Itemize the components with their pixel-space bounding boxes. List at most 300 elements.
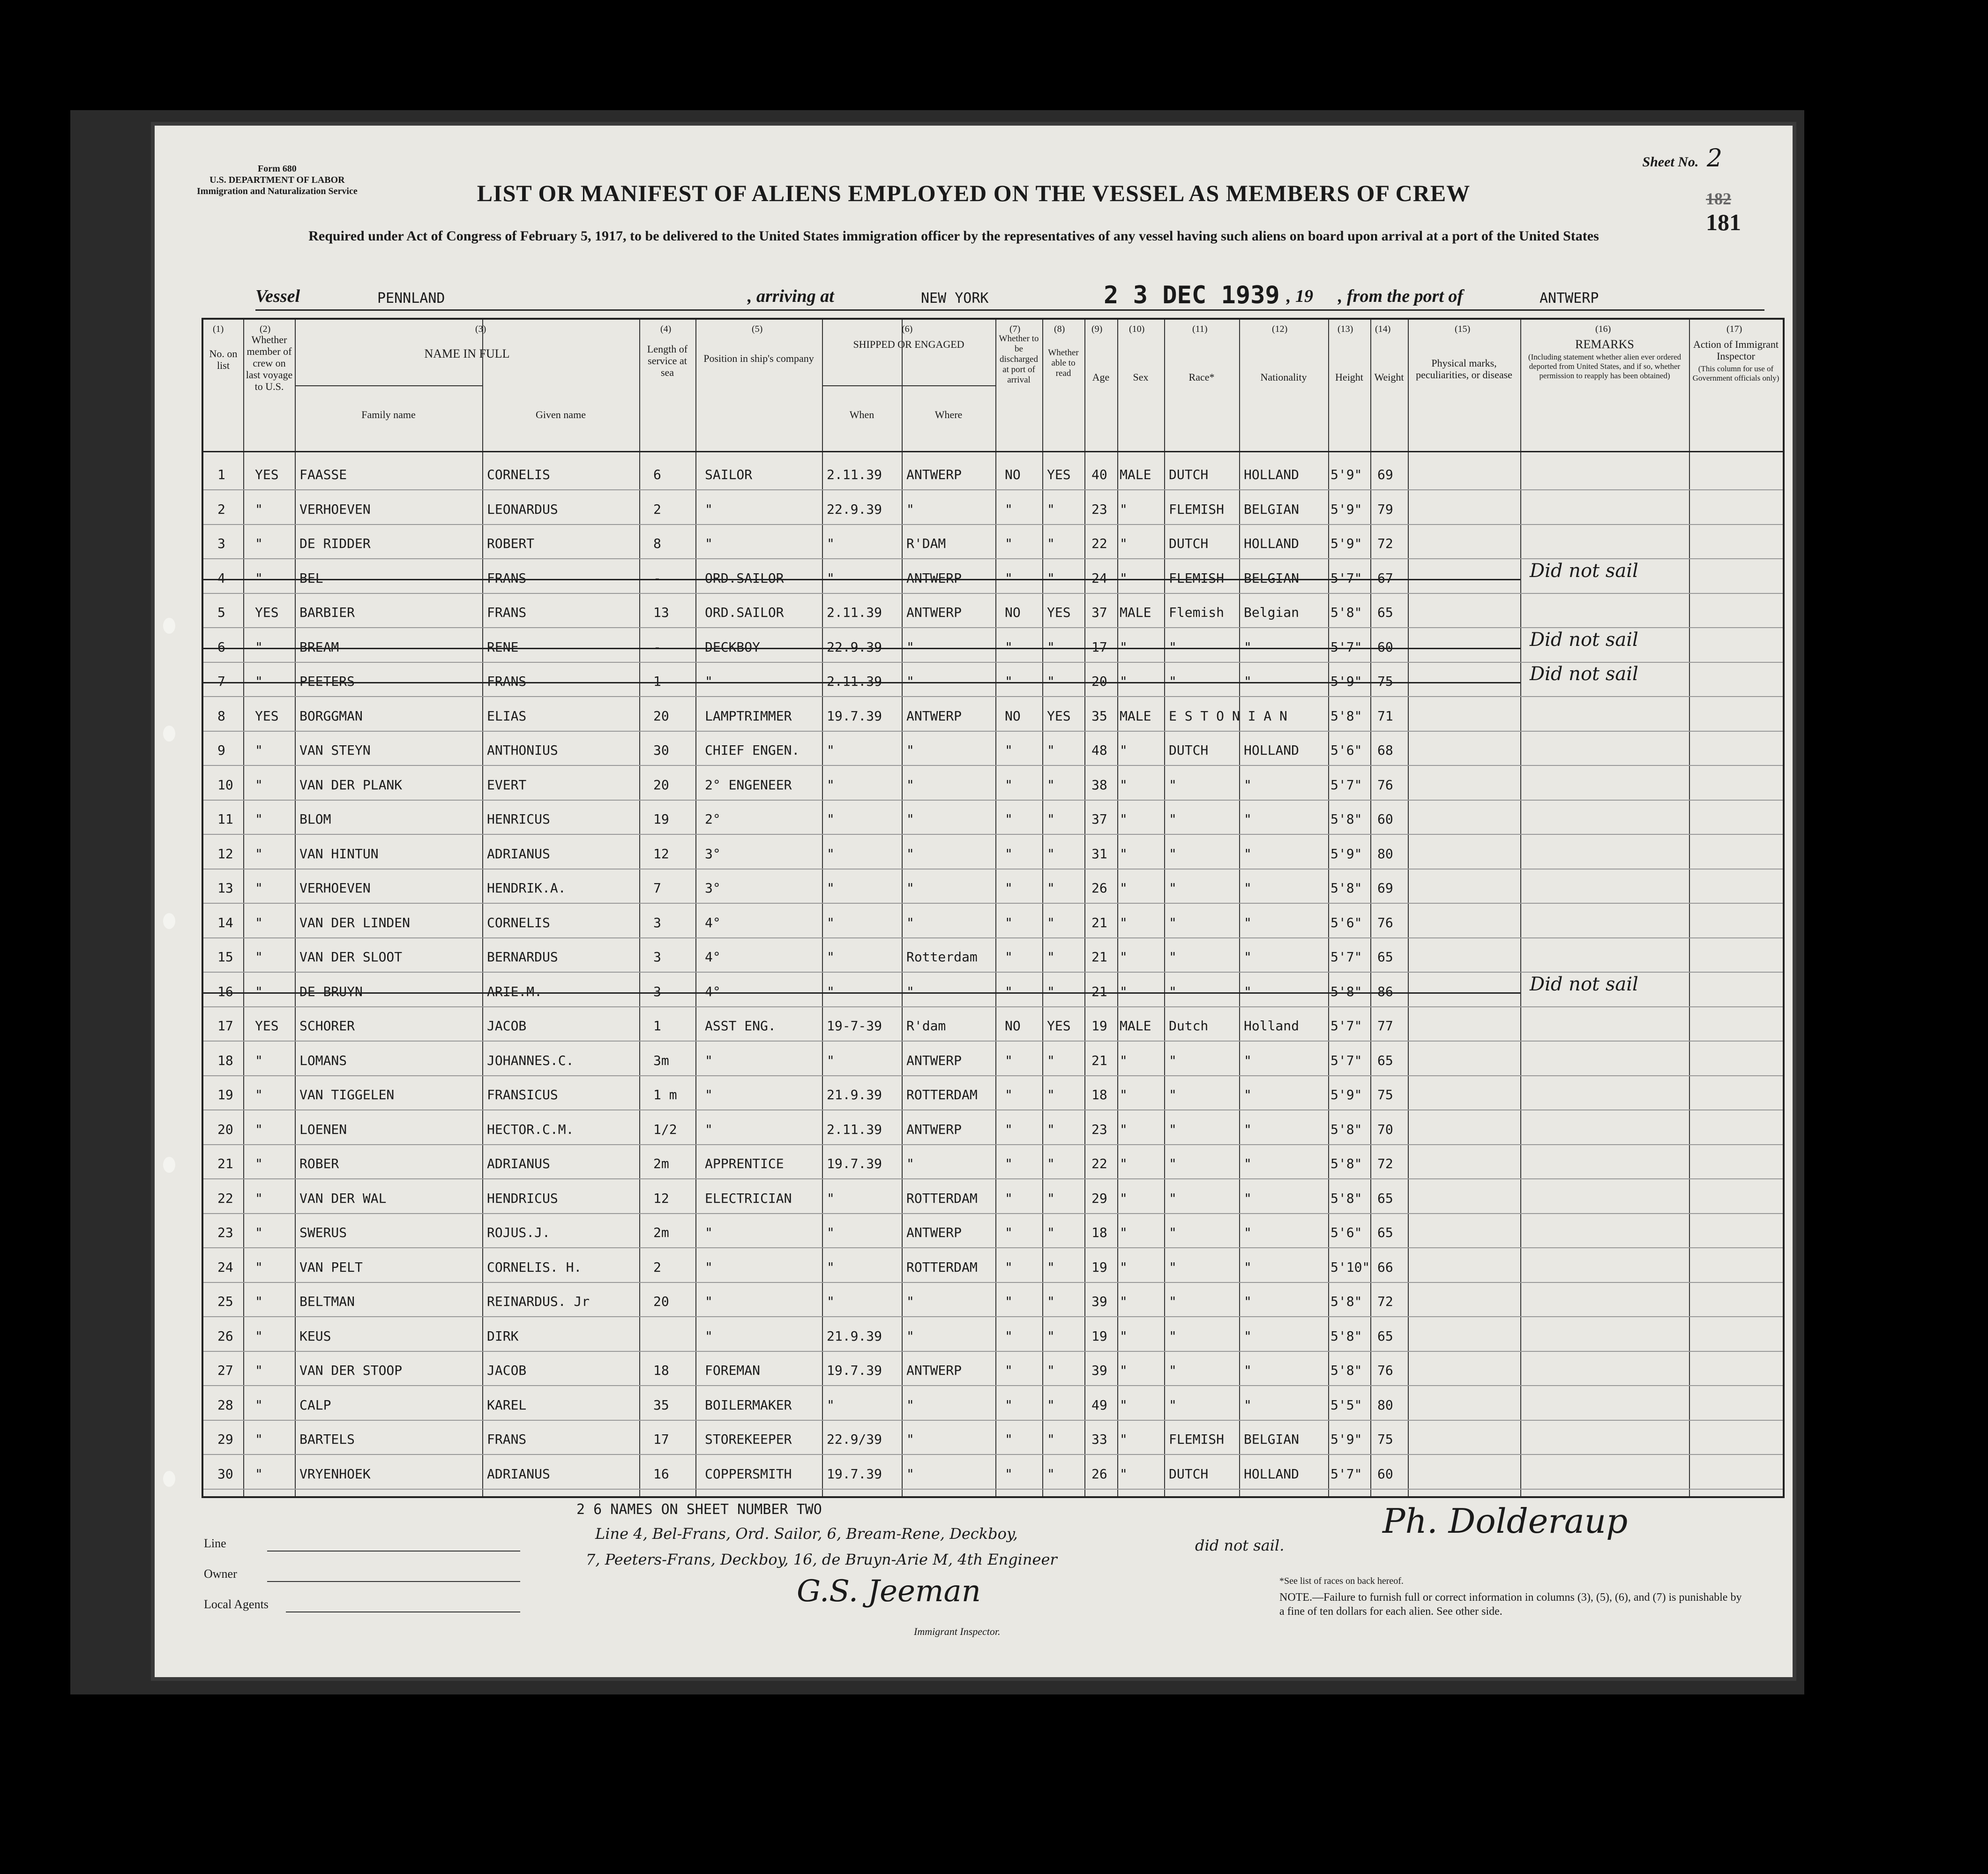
row-number: 25 xyxy=(217,1294,233,1309)
row-rule xyxy=(203,627,1783,628)
page-number-current: 181 xyxy=(1706,209,1741,235)
shipped-when: " xyxy=(827,1052,835,1068)
race: " xyxy=(1169,846,1177,862)
table-row xyxy=(203,629,1783,661)
race: " xyxy=(1169,915,1177,930)
shipped-when: " xyxy=(827,880,835,896)
able-to-read: " xyxy=(1047,1294,1055,1309)
race: FLEMISH xyxy=(1169,501,1225,517)
given-name: LEONARDUS xyxy=(487,501,558,517)
col13-number: (13) xyxy=(1338,324,1353,334)
weight: 60 xyxy=(1377,811,1393,827)
table-row xyxy=(203,560,1783,592)
prev-voyage: YES xyxy=(255,708,279,724)
from-port: ANTWERP xyxy=(1540,290,1599,307)
col-age-header: Age xyxy=(1092,371,1110,383)
service-length: 18 xyxy=(653,1363,669,1378)
row-number: 20 xyxy=(217,1121,233,1137)
height: 5'7" xyxy=(1330,949,1362,965)
given-name: KAREL xyxy=(487,1397,527,1413)
sex: " xyxy=(1120,1328,1128,1344)
col10-number: (10) xyxy=(1129,324,1145,334)
from-label: , from the port of xyxy=(1338,286,1464,306)
row-rule xyxy=(203,1178,1783,1179)
sex: " xyxy=(1120,811,1128,827)
col-sex-header: Sex xyxy=(1133,371,1149,383)
line-field xyxy=(267,1551,520,1552)
given-name: ARIE.M. xyxy=(487,983,543,999)
row-number: 5 xyxy=(217,605,225,620)
row-number: 13 xyxy=(217,880,233,896)
race: Flemish xyxy=(1169,605,1225,620)
position: FOREMAN xyxy=(705,1363,761,1378)
given-name: FRANS xyxy=(487,605,527,620)
family-name: VAN DER LINDEN xyxy=(299,915,411,930)
shipped-when: " xyxy=(827,536,835,551)
height: 5'7" xyxy=(1330,570,1362,586)
service-length: 20 xyxy=(653,708,669,724)
height: 5'9" xyxy=(1330,536,1362,551)
col-remarks-header: REMARKS xyxy=(1575,337,1634,351)
position: 4° xyxy=(705,983,721,999)
sex: " xyxy=(1120,846,1128,862)
shipped-where: ANTWERP xyxy=(906,1225,962,1240)
able-to-read: " xyxy=(1047,915,1055,930)
able-to-read: " xyxy=(1047,1432,1055,1447)
shipped-where: " xyxy=(906,777,914,793)
service-length: 35 xyxy=(653,1397,669,1413)
discharged: " xyxy=(1005,983,1013,999)
weight: 65 xyxy=(1377,1190,1393,1206)
prev-voyage: " xyxy=(255,1259,263,1275)
family-name: VAN DER STOOP xyxy=(299,1363,403,1378)
inspector-caption: Immigrant Inspector. xyxy=(914,1626,1001,1637)
prev-voyage: " xyxy=(255,1052,263,1068)
weight: 65 xyxy=(1377,605,1393,620)
family-name: PEETERS xyxy=(299,674,355,689)
age: 19 xyxy=(1091,1018,1107,1034)
position: BOILERMAKER xyxy=(705,1397,792,1413)
discharged: " xyxy=(1005,639,1013,655)
row-rule xyxy=(203,834,1783,835)
row-number: 18 xyxy=(217,1052,233,1068)
row-rule xyxy=(203,662,1783,663)
given-name: CORNELIS xyxy=(487,467,550,482)
given-name: ADRIANUS xyxy=(487,1156,550,1171)
sex: " xyxy=(1120,880,1128,896)
able-to-read: " xyxy=(1047,570,1055,586)
family-name: DE RIDDER xyxy=(299,536,371,551)
prev-voyage: " xyxy=(255,1225,263,1240)
col-race-header: Race* xyxy=(1188,371,1215,383)
prev-voyage: " xyxy=(255,811,263,827)
shipped-where: " xyxy=(906,1156,914,1171)
table-row xyxy=(203,702,1783,730)
position: " xyxy=(705,1294,713,1309)
prev-voyage: " xyxy=(255,674,263,689)
row-number: 11 xyxy=(217,811,233,827)
sex: " xyxy=(1120,1087,1128,1102)
family-name: BARTELS xyxy=(299,1432,355,1447)
col-remarks-subheader: (Including statement whether alien ever ordered deported from United States, and if so, whether permission to reapply has been obtained) xyxy=(1528,352,1682,380)
arrival-date: 2 3 DEC 1939 xyxy=(1104,281,1280,309)
position: 3° xyxy=(705,880,721,896)
page-title: LIST OR MANIFEST OF ALIENS EMPLOYED ON THE VESSEL AS MEMBERS OF CREW xyxy=(477,180,1471,206)
row-rule xyxy=(203,731,1783,732)
sex: " xyxy=(1120,1225,1128,1240)
sex: " xyxy=(1120,674,1128,689)
table-row xyxy=(203,1115,1783,1143)
row-number: 23 xyxy=(217,1225,233,1240)
row-rule xyxy=(203,1006,1783,1007)
remarks: Did not sail xyxy=(1530,560,1638,582)
position: LAMPTRIMMER xyxy=(705,708,792,724)
col8-number: (8) xyxy=(1054,324,1065,334)
table-row xyxy=(203,460,1783,488)
age: 49 xyxy=(1091,1397,1107,1413)
age: 23 xyxy=(1091,1121,1107,1137)
remarks: Did not sail xyxy=(1530,973,1638,995)
shipped-when: " xyxy=(827,777,835,793)
race: DUTCH xyxy=(1169,467,1209,482)
row-number: 4 xyxy=(217,570,225,586)
weight: 72 xyxy=(1377,536,1393,551)
col16-number: (16) xyxy=(1595,324,1611,334)
races-note: *See list of races on back hereof. xyxy=(1279,1576,1404,1586)
sex: " xyxy=(1120,1432,1128,1447)
shipped-when: 19-7-39 xyxy=(827,1018,882,1034)
position: SAILOR xyxy=(705,467,753,482)
height: 5'7" xyxy=(1330,1018,1362,1034)
height: 5'6" xyxy=(1330,1225,1362,1240)
discharged: " xyxy=(1005,1328,1013,1344)
position: COPPERSMITH xyxy=(705,1466,792,1482)
shipped-when: 2.11.39 xyxy=(827,467,882,482)
row-rule xyxy=(203,937,1783,938)
family-name: ROBER xyxy=(299,1156,339,1171)
col-prev-header: Whether member of crew on last voyage to U.S. xyxy=(246,334,293,392)
discharged: " xyxy=(1005,1363,1013,1378)
able-to-read: " xyxy=(1047,1397,1055,1413)
discharged: " xyxy=(1005,1121,1013,1137)
row-rule xyxy=(203,1109,1783,1110)
weight: 75 xyxy=(1377,1087,1393,1102)
row-rule xyxy=(203,1351,1783,1352)
race: " xyxy=(1169,880,1177,896)
master-signature: Ph. Dolderaup xyxy=(1383,1501,1628,1541)
able-to-read: " xyxy=(1047,777,1055,793)
height: 5'10" xyxy=(1330,1259,1370,1275)
nationality: BELGIAN xyxy=(1244,501,1300,517)
strike-through xyxy=(203,992,1520,994)
nationality: HOLLAND xyxy=(1244,1466,1300,1482)
shipped-when: 19.7.39 xyxy=(827,1156,882,1171)
nationality: " xyxy=(1244,777,1252,793)
shipped-when: 19.7.39 xyxy=(827,1363,882,1378)
position: 4° xyxy=(705,915,721,930)
nationality: " xyxy=(1244,915,1252,930)
race: " xyxy=(1169,1397,1177,1413)
race: FLEMISH xyxy=(1169,570,1225,586)
service-length: 3m xyxy=(653,1052,669,1068)
age: 22 xyxy=(1091,536,1107,551)
age: 19 xyxy=(1091,1328,1107,1344)
shipped-when: 2.11.39 xyxy=(827,674,882,689)
col7-number: (7) xyxy=(1009,324,1021,334)
department: U.S. DEPARTMENT OF LABOR xyxy=(209,175,345,185)
punch-hole xyxy=(163,913,175,929)
able-to-read: " xyxy=(1047,1259,1055,1275)
nationality: " xyxy=(1244,1397,1252,1413)
position: ORD.SAILOR xyxy=(705,605,784,620)
table-row xyxy=(203,1425,1783,1453)
shipped-where: ANTWERP xyxy=(906,467,962,482)
race: Dutch xyxy=(1169,1018,1209,1034)
nationality: " xyxy=(1244,1294,1252,1309)
position: " xyxy=(705,674,713,689)
row-number: 24 xyxy=(217,1259,233,1275)
discharged: " xyxy=(1005,1225,1013,1240)
discharged: " xyxy=(1005,1087,1013,1102)
race: DUTCH xyxy=(1169,742,1209,758)
discharged: " xyxy=(1005,1259,1013,1275)
weight: 68 xyxy=(1377,742,1393,758)
able-to-read: " xyxy=(1047,639,1055,655)
age: 26 xyxy=(1091,880,1107,896)
shipped-where: ROTTERDAM xyxy=(906,1087,978,1102)
sex: MALE xyxy=(1120,467,1151,482)
col6-number: (6) xyxy=(902,324,913,334)
shipped-when: " xyxy=(827,742,835,758)
height: 5'5" xyxy=(1330,1397,1362,1413)
row-number: 7 xyxy=(217,674,225,689)
race: " xyxy=(1169,1363,1177,1378)
discharged: " xyxy=(1005,777,1013,793)
table-row xyxy=(203,1184,1783,1212)
age: 18 xyxy=(1091,1087,1107,1102)
table-row xyxy=(203,1012,1783,1040)
position: " xyxy=(705,1087,713,1102)
shipped-where: ANTWERP xyxy=(906,570,962,586)
given-name: CORNELIS xyxy=(487,915,550,930)
shipped-where: " xyxy=(906,915,914,930)
strike-through xyxy=(203,579,1520,580)
prev-voyage: " xyxy=(255,1397,263,1413)
family-name: VAN PELT xyxy=(299,1259,363,1275)
punch-hole xyxy=(163,1157,175,1173)
service-length: 3 xyxy=(653,983,661,999)
discharged: " xyxy=(1005,949,1013,965)
col4-number: (4) xyxy=(660,324,672,334)
service-length: 1 xyxy=(653,674,661,689)
row-number: 3 xyxy=(217,536,225,551)
shipped-where: " xyxy=(906,1328,914,1344)
service-length: 6 xyxy=(653,467,661,482)
punch-hole xyxy=(163,726,175,742)
col-position-header: Position in ship's company xyxy=(703,352,814,364)
race: " xyxy=(1169,1225,1177,1240)
row-rule xyxy=(203,558,1783,559)
col-no-header: No. on list xyxy=(209,348,238,371)
race: " xyxy=(1169,1259,1177,1275)
prev-voyage: " xyxy=(255,1156,263,1171)
nationality: " xyxy=(1244,1363,1252,1378)
row-number: 8 xyxy=(217,708,225,724)
race: " xyxy=(1169,777,1177,793)
able-to-read: " xyxy=(1047,983,1055,999)
height: 5'7" xyxy=(1330,1466,1362,1482)
able-to-read: " xyxy=(1047,674,1055,689)
col-name-header: NAME IN FULL xyxy=(424,347,510,360)
sex: " xyxy=(1120,570,1128,586)
able-to-read: " xyxy=(1047,846,1055,862)
age: 39 xyxy=(1091,1363,1107,1378)
weight: 75 xyxy=(1377,674,1393,689)
col14-number: (14) xyxy=(1375,324,1391,334)
able-to-read: " xyxy=(1047,949,1055,965)
discharged: NO xyxy=(1005,605,1021,620)
family-name: SWERUS xyxy=(299,1225,347,1240)
able-to-read: " xyxy=(1047,1087,1055,1102)
shipped-where: ANTWERP xyxy=(906,708,962,724)
names-count-note: 2 6 NAMES ON SHEET NUMBER TWO xyxy=(576,1501,822,1518)
discharged: " xyxy=(1005,880,1013,896)
table-row xyxy=(203,1322,1783,1350)
weight: 71 xyxy=(1377,708,1393,724)
discharged: " xyxy=(1005,570,1013,586)
handwritten-note-3: did not sail. xyxy=(1195,1537,1285,1554)
race: DUTCH xyxy=(1169,1466,1209,1482)
prev-voyage: " xyxy=(255,742,263,758)
weight: 60 xyxy=(1377,639,1393,655)
weight: 75 xyxy=(1377,1432,1393,1447)
age: 24 xyxy=(1091,570,1107,586)
prev-voyage: " xyxy=(255,1328,263,1344)
weight: 69 xyxy=(1377,880,1393,896)
given-name: EVERT xyxy=(487,777,527,793)
shipped-where: " xyxy=(906,1397,914,1413)
position: " xyxy=(705,1328,713,1344)
prev-voyage: " xyxy=(255,1432,263,1447)
age: 39 xyxy=(1091,1294,1107,1309)
shipped-when: " xyxy=(827,1225,835,1240)
nationality: " xyxy=(1244,1156,1252,1171)
sex: " xyxy=(1120,536,1128,551)
family-name: BELTMAN xyxy=(299,1294,355,1309)
row-number: 16 xyxy=(217,983,233,999)
able-to-read: " xyxy=(1047,536,1055,551)
shipped-when: " xyxy=(827,1190,835,1206)
shipped-when: " xyxy=(827,846,835,862)
age: 48 xyxy=(1091,742,1107,758)
position: " xyxy=(705,1225,713,1240)
able-to-read: " xyxy=(1047,1363,1055,1378)
shipped-when: " xyxy=(827,1397,835,1413)
family-name: BARBIER xyxy=(299,605,355,620)
row-rule xyxy=(203,696,1783,697)
discharged: " xyxy=(1005,1294,1013,1309)
service-length: 13 xyxy=(653,605,669,620)
table-row xyxy=(203,1080,1783,1109)
nationality: " xyxy=(1244,1121,1252,1137)
able-to-read: " xyxy=(1047,742,1055,758)
table-row xyxy=(203,1287,1783,1315)
row-rule xyxy=(203,1282,1783,1283)
position: DECKBOY xyxy=(705,639,761,655)
row-rule xyxy=(203,903,1783,904)
position: ELECTRICIAN xyxy=(705,1190,792,1206)
position: CHIEF ENGEN. xyxy=(705,742,800,758)
position: APPRENTICE xyxy=(705,1156,784,1171)
shipped-where: " xyxy=(906,742,914,758)
manifest-sheet xyxy=(155,126,1793,1677)
row-rule xyxy=(203,1213,1783,1214)
shipped-when: 22.9.39 xyxy=(827,501,882,517)
table-row xyxy=(203,943,1783,971)
service-length: 7 xyxy=(653,880,661,896)
vessel-name: PENNLAND xyxy=(377,290,445,307)
prev-voyage: " xyxy=(255,1087,263,1102)
sex: " xyxy=(1120,915,1128,930)
weight: 60 xyxy=(1377,1466,1393,1482)
prev-voyage: " xyxy=(255,777,263,793)
race: E S T O N I A N xyxy=(1169,708,1287,724)
col-service-header: Length of service at sea xyxy=(647,343,688,378)
row-number: 10 xyxy=(217,777,233,793)
row-number: 29 xyxy=(217,1432,233,1447)
table-row xyxy=(203,771,1783,799)
shipped-where: " xyxy=(906,1294,914,1309)
discharged: " xyxy=(1005,674,1013,689)
shipped-where: " xyxy=(906,674,914,689)
sex: " xyxy=(1120,639,1128,655)
service-length: 20 xyxy=(653,1294,669,1309)
discharged: " xyxy=(1005,915,1013,930)
col5-number: (5) xyxy=(752,324,763,334)
sex: MALE xyxy=(1120,1018,1151,1034)
race: " xyxy=(1169,1294,1177,1309)
age: 40 xyxy=(1091,467,1107,482)
shipped-when: " xyxy=(827,983,835,999)
nationality: " xyxy=(1244,846,1252,862)
able-to-read: " xyxy=(1047,1225,1055,1240)
sex: " xyxy=(1120,1052,1128,1068)
table-row xyxy=(203,1149,1783,1177)
sex: " xyxy=(1120,1363,1128,1378)
weight: 65 xyxy=(1377,1052,1393,1068)
sex: " xyxy=(1120,742,1128,758)
position: STOREKEEPER xyxy=(705,1432,792,1447)
shipped-where: " xyxy=(906,639,914,655)
service-length: 20 xyxy=(653,777,669,793)
age: 22 xyxy=(1091,1156,1107,1171)
able-to-read: " xyxy=(1047,1156,1055,1171)
shipped-when: 2.11.39 xyxy=(827,1121,882,1137)
shipped-where: ROTTERDAM xyxy=(906,1259,978,1275)
shipped-where: " xyxy=(906,880,914,896)
shipped-where: " xyxy=(906,846,914,862)
prev-voyage: " xyxy=(255,501,263,517)
position: " xyxy=(705,1121,713,1137)
able-to-read: " xyxy=(1047,1052,1055,1068)
height: 5'8" xyxy=(1330,880,1362,896)
discharged: " xyxy=(1005,536,1013,551)
col-nationality-header: Nationality xyxy=(1260,371,1307,383)
family-name: SCHORER xyxy=(299,1018,355,1034)
age: 18 xyxy=(1091,1225,1107,1240)
given-name: JACOB xyxy=(487,1018,527,1034)
age: 21 xyxy=(1091,949,1107,965)
